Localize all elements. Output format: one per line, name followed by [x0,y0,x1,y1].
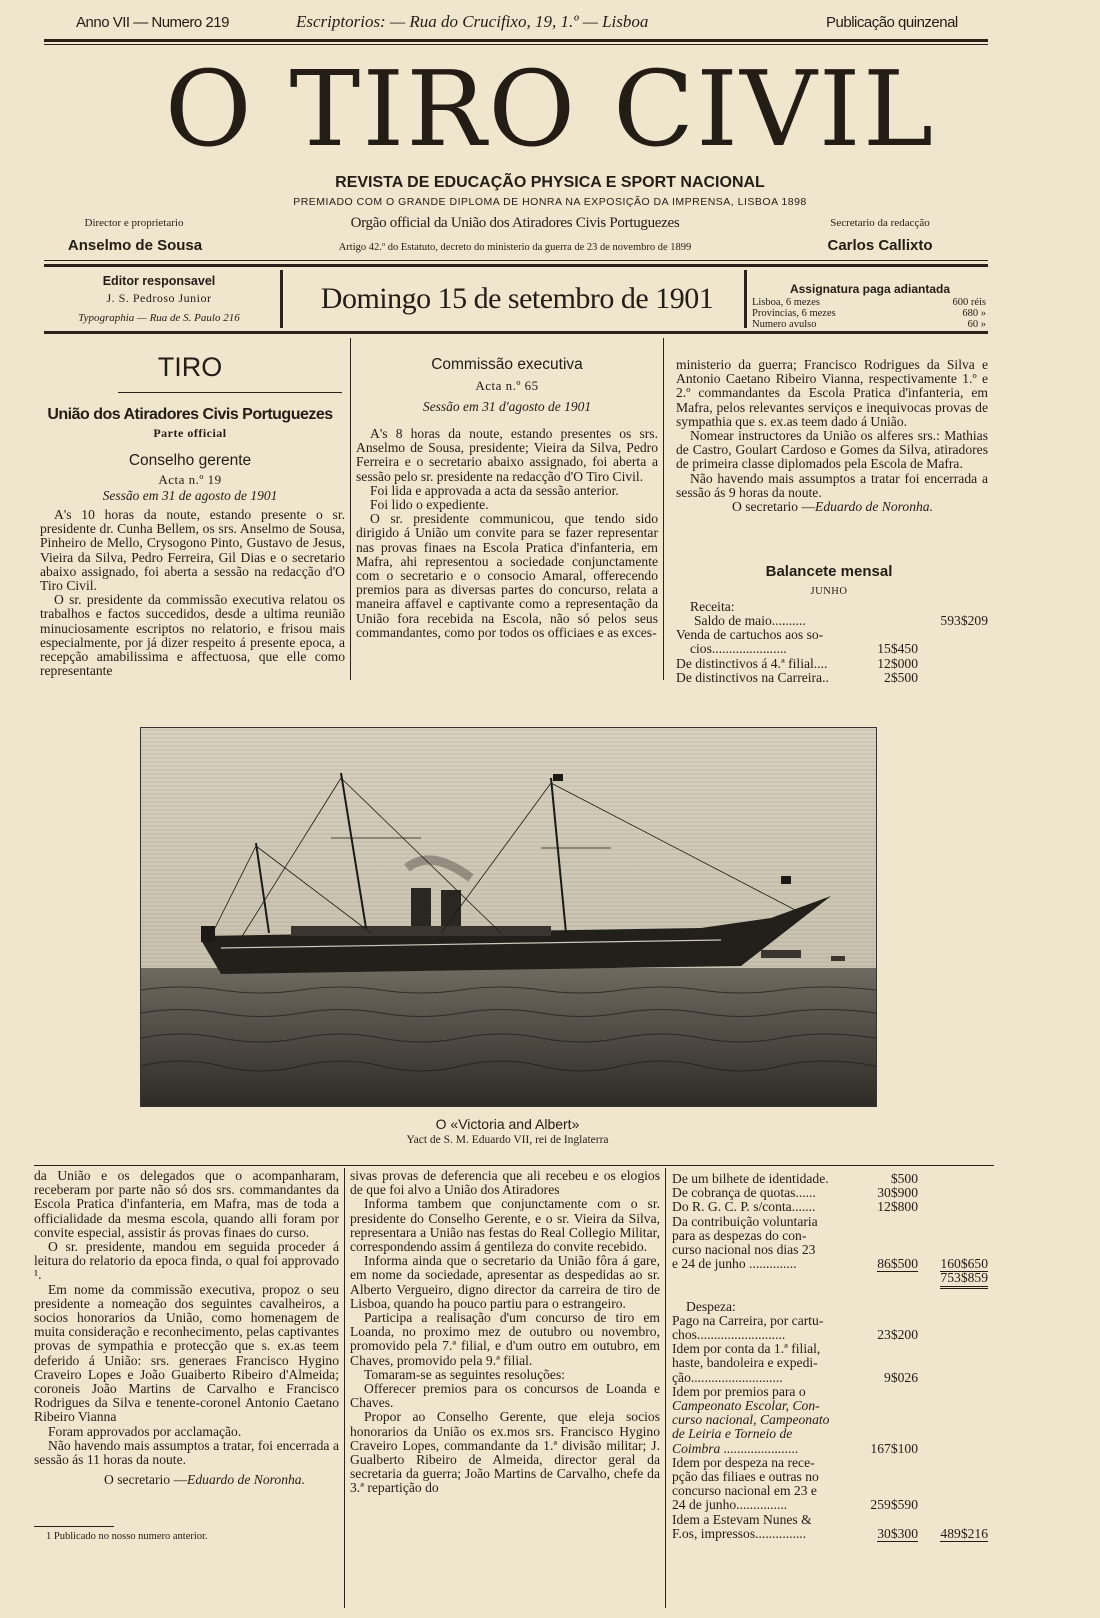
subs-label: Provincias, 6 mezes [752,308,836,319]
ledger-row [672,1413,988,1427]
ledger-row [672,1342,988,1356]
lower-top-rule [34,1165,994,1166]
ledger-row [672,1456,988,1470]
acta-number: Acta n.º 19 [158,472,222,487]
signature-name: Eduardo de Noronha. [187,1472,305,1488]
ledger-total: 753$859 [940,1271,988,1288]
official-organ: Orgão official da União dos Atiradores Civis Portuguezes [350,215,680,231]
ledger-row [672,1484,988,1498]
ledger-label: pção das filiaes e outras no [672,1468,819,1484]
secretary-name: Carlos Callixto [827,237,933,254]
paragraph: Offerecer premios para os concursos de Loanda e Chaves. [350,1381,660,1411]
publication-frequency: Publicação quinzenal [826,14,958,31]
signature-prefix: O secretario — [732,499,816,515]
article-column-5 [350,1169,660,1496]
ledger-label: haste, bandoleira e expedi- [672,1355,818,1371]
ledger-row [672,1286,988,1300]
ledger-row [672,1442,988,1456]
ledger-label: De distinctivos na Carreira.. [676,669,829,685]
ledger-row [672,1243,988,1257]
ledger-label: Campeonato Escolar, Con- [672,1398,820,1413]
ledger-row [672,1300,988,1314]
ledger-label: cios...................... [690,641,787,657]
subs-value: 60 » [967,319,986,330]
ledger-label: Saldo de maio.......... [694,613,806,628]
subscription-list [752,297,986,330]
ledger-row [672,1200,988,1214]
ledger-amount: 23$200 [877,1327,918,1343]
ledger-label: De cobrança de quotas...... [672,1185,816,1201]
statute-article: Artigo 42.º do Estatuto, decreto do ministerio da guerra de 23 de novembro de 1899 [338,242,692,253]
column-divider [665,1168,666,1608]
paragraph: Tomaram-se as seguintes resoluções: [364,1366,566,1382]
ledger-label: ção........................... [672,1369,783,1385]
ledger-label: concurso nacional em 23 e [672,1483,817,1499]
office-address: Escriptorios: — Rua do Crucifixo, 19, 1.º — Lisboa [296,12,649,31]
balance-ledger-bottom [672,1172,988,1541]
ledger-row [672,1513,988,1527]
ledger-amount: 30$900 [877,1185,918,1201]
section-title-tiro: TIRO [157,352,223,382]
subs-value: 600 réis [952,297,986,308]
ledger-label: Pago na Carreira, por cartu- [672,1312,824,1328]
ledger-label: F.os, impressos............... [672,1525,807,1541]
ledger-row [672,1172,988,1186]
top-rule-thin [44,44,988,45]
typography-address: Typographia — Rua de S. Paulo 216 [78,312,240,324]
ledger-row [672,1427,988,1441]
signature [676,500,988,514]
column-divider [663,338,664,680]
ledger-row [672,1271,988,1285]
director-name: Anselmo de Sousa [67,237,203,254]
ledger-row [672,1356,988,1370]
balance-month: JUNHO [810,586,848,597]
article-column-4 [34,1169,339,1487]
paragraph: Informa ainda que o secretario da União fôra á gare, em nome da sociedade, apresentar as despedidas ao sr. Alberto Vergueiro, digno director da carreira de tiro de Lisboa, quando ha pouco partiu para o estrangeiro. [350,1253,660,1311]
paragraph: Não havendo mais assumptos a tratar foi encerrada a sessão ás 9 horas da noute. [676,470,988,500]
footnote-rule [34,1526,114,1527]
ledger-row [672,1257,988,1271]
ledger-amount: 167$100 [870,1440,918,1456]
ledger-amount: 259$590 [870,1497,918,1513]
ledger-total: 593$209 [940,613,988,628]
ledger-amount: 12$800 [877,1199,918,1215]
ledger-row [672,1314,988,1328]
article-column-2 [356,427,658,640]
paragraph: O sr. presidente, mandou em seguida proceder á leitura do relatorio da epoca finda, o qual foi approvado ¹. [34,1239,339,1283]
ledger-row [672,1527,988,1541]
subs-label: Numero avulso [752,319,817,330]
paragraph: O sr. presidente da commissão executiva relatou os trabalhos e factos succedidos, desde a ultima reunião minuciosamente escriptos no relatorio, e frisou mais especialmente, por já dizer respeito á presente epoca, a recepção amabilissima e affectuosa, que elle como representante [40,592,345,679]
ledger-row [672,1498,988,1512]
ledger-label: De um bilhete de identidade. [672,1171,829,1186]
acta-number: Acta n.º 65 [475,378,539,393]
ledger-row [672,1328,988,1342]
ledger-amount: 30$300 [877,1525,918,1541]
issue-number: Anno VII — Numero 219 [76,14,229,31]
ledger-row [676,614,988,628]
paragraph: da União e os delegados que o acompanharam, receberam por parte não só dos srs. commandantes da Escola Pratica d'infanteria, em Mafra, mas de toda a officialidade da mesma escola, quando alli foram por convite especial, assistir ás provas finaes do curso. [34,1168,339,1240]
subs-label: Lisboa, 6 mezes [752,297,820,308]
ledger-amount: 15$450 [877,641,918,657]
ledger-total: 160$650 [940,1256,988,1272]
ledger-label: Idem por premios para o [672,1383,806,1399]
official-part-label: Parte official [153,426,227,440]
column-divider [350,338,351,680]
paragraph: Foi lida e approvada a acta da sessão anterior. [370,482,619,498]
ledger-row [672,1229,988,1243]
ledger-row [672,1470,988,1484]
ledger-label: curso nacional nos dias 23 [672,1241,816,1257]
paragraph: A's 8 horas da noute, estando presentes os srs. Anselmo de Sousa, presidente; Vieira da Silva, Pedro Ferreira e o secretario abaixo assignado, foi aberta a sessão pelo sr. presidente na redacção d'O Tiro Civil. [356,426,658,484]
ledger-amount: 9$026 [884,1369,918,1385]
ledger-label: 24 de junho............... [672,1497,788,1513]
masthead-rule [44,260,988,261]
ledger-amount: 86$500 [877,1256,918,1272]
ledger-label: Do R. G. C. P. s/conta....... [672,1199,816,1215]
ledger-label: para as despezas do con- [672,1227,807,1243]
ledger-row [672,1399,988,1413]
ledger-label: Da contribuição voluntaria [672,1213,818,1229]
paragraph: Foram approvados por acclamação. [48,1423,242,1439]
signature [34,1473,339,1487]
subs-value: 680 » [962,308,986,319]
ledger-label: Coimbra ...................... [672,1440,799,1456]
ledger-label: chos.......................... [672,1327,786,1343]
session-date: Sessão em 31 de agosto de 1901 [102,488,278,503]
ledger-row [672,1385,988,1399]
section-rule [118,392,342,393]
editor-name: J. S. Pedroso Junior [106,291,212,305]
paragraph: A's 10 horas da noute, estando presente o sr. presidente dr. Cunha Bellem, os srs. Anselmo de Sousa, Pinheiro de Mello, Crysogono Pinto, Gustavo de Jesus, Vieira da Silva, Pedro Ferreira, Gil Dias e o secretario abaixo assignado, foi aberta a sessão na redacção d'O Tiro Civil. [40,507,345,594]
article-column-3 [676,358,988,514]
imprint-bottom-rule [44,331,988,334]
paragraph: sivas provas de deferencia que ali recebeu e os elogios de que foi alvo a União dos Atiradores [350,1168,660,1198]
subscription-title: Assignatura paga adiantada [789,282,951,296]
secretary-label: Secretario da redacção [830,217,930,229]
paragraph: Participa a realisação d'um concurso de tiro em Loanda, no proximo mez de outubro ou novembro, promovido pela 7.ª filial, e d'um outro em outubro, em Chaves, promovido pela 9.ª filial. [350,1310,660,1368]
executive-heading: Commissão executiva [431,356,583,373]
ledger-row [676,671,988,685]
ledger-row [676,642,988,656]
ledger-label: Despeza: [686,1298,736,1314]
masthead-title: O TIRO CIVIL [164,48,936,170]
paragraph: Em nome da commissão executiva, propoz o seu presidente a nomeação dos seguintes cavalheiros, a socios honorarios da União, como homenagem de muita consideração e reconhecimento, pelas captivantes provas de sympathia e protecção que s. ex.as teem deferido á União: srs. generaes Francisco Hygino Craveiro Lopes e João Guaiberto Ribeiro d'Almeida; coroneis João Martins de Carvalho e Francisco Rodrigues da Silva e tenente-coronel Antonio Caetano Ribeiro Vianna [34,1281,339,1425]
imprint-divider-left [280,270,283,328]
council-heading: Conselho gerente [128,452,252,469]
ledger-label: e 24 de junho .............. [672,1256,797,1272]
ledger-row [676,628,988,642]
paragraph: Foi lido o expediente. [370,497,489,513]
ledger-amount: 12$000 [877,655,918,671]
yacht-engraving [141,728,876,1106]
balance-heading: Balancete mensal [765,563,893,580]
ledger-label: De distinctivos á 4.ª filial.... [676,655,828,671]
ledger-label: Idem por conta da 1.ª filial, [672,1341,821,1357]
ledger-label: de Leiria e Torneio de [672,1426,793,1442]
paragraph: O sr. presidente communicou, que tendo sido dirigido á União um convite para se fazer representar nas provas finaes na Escola Pratica d'infanteria, em Mafra, ahi representou a sociedade conjunctamente com o secretario e o consocio Amaral, offerecendo premios para as diversas partes do concurso, relata a maneira affavel e captivante como a representação da União fora recebida na Escola, não só pelos seus commandantes, como por todos os officiaes e as exces- [356,511,658,640]
session-date: Sessão em 31 d'agosto de 1901 [422,399,592,414]
paragraph: ministerio da guerra; Francisco Rodrigues da Silva e Antonio Caetano Ribeiro Vianna, respectivamente 1.º e 2.º commandantes da Escola Pratica d'infanteria, em Mafra, pelos relevantes serviços e inequivocas provas de sympathia que s. ex.as teem dado á União. [676,357,988,429]
signature-prefix: O secretario — [104,1472,188,1488]
ledger-amount: $500 [890,1171,918,1186]
footnote: 1 Publicado no nosso numero anterior. [46,1531,208,1542]
ledger-amount: 2$500 [884,669,918,685]
column-divider [344,1168,345,1608]
paragraph: Nomear instructores da União os alferes srs.: Mathias de Castro, Goulart Cardoso e Gomes da Silva, atiradores de primeira classe diplomados pela Escola de Mafra. [676,428,988,472]
ledger-label: curso nacional, Campeonato [672,1412,830,1428]
editor-label: Editor responsavel [102,274,216,288]
masthead-rule-thick [44,264,988,267]
director-label: Director e proprietario [84,217,184,229]
signature-name: Eduardo de Noronha. [815,499,933,515]
balance-ledger-top [676,614,988,685]
organisation-heading: União dos Atiradores Civis Portuguezes [47,406,333,423]
imprint-divider-right [744,270,747,328]
ledger-label: Venda de cartuchos aos so- [676,627,824,643]
paragraph: Informa tambem que conjunctamente com o sr. presidente do Conselho Gerente, e o sr. Vieira da Silva, representara a União nas festas do Real Collegio Militar, correspondendo assim á gentileza do convite recebido. [350,1196,660,1255]
ledger-label: Idem a Estevam Nunes & [672,1511,812,1527]
ledger-total: 489$216 [940,1525,988,1541]
illustration-caption: O «Victoria and Albert» [435,1116,580,1132]
masthead-subtitle: REVISTA DE EDUCAÇÃO PHYSICA E SPORT NACIONAL [335,174,765,191]
ledger-row [672,1186,988,1200]
article-column-1 [40,508,345,678]
top-rule [44,39,988,42]
ledger-row [676,657,988,671]
yacht-illustration [140,727,877,1107]
issue-date: Domingo 15 de setembro de 1901 [320,282,714,315]
award-line: PREMIADO COM O GRANDE DIPLOMA DE HONRA NA EXPOSIÇÃO DA IMPRENSA, LISBOA 1898 [293,196,807,208]
ledger-label: Idem por despeza na rece- [672,1454,815,1470]
ledger-row [672,1215,988,1229]
ledger-row [672,1371,988,1385]
paragraph: Propor ao Conselho Gerente, que eleja socios honorarios da União os ex.mos srs. Francisco Hygino Craveiro Lopes, commandante da 1.ª divisão militar; J. Gualberto Ribeiro de Almeida, director geral da secretaria da guerra; João Martins de Carvalho, chefe da 3.ª repartição do [350,1409,660,1496]
receita-label: Receita: [690,599,735,614]
illustration-subcaption: Yact de S. M. Eduardo VII, rei de Inglaterra [406,1134,609,1146]
paragraph: Não havendo mais assumptos a tratar, foi encerrada a sessão ás 11 horas da noute. [34,1437,339,1468]
